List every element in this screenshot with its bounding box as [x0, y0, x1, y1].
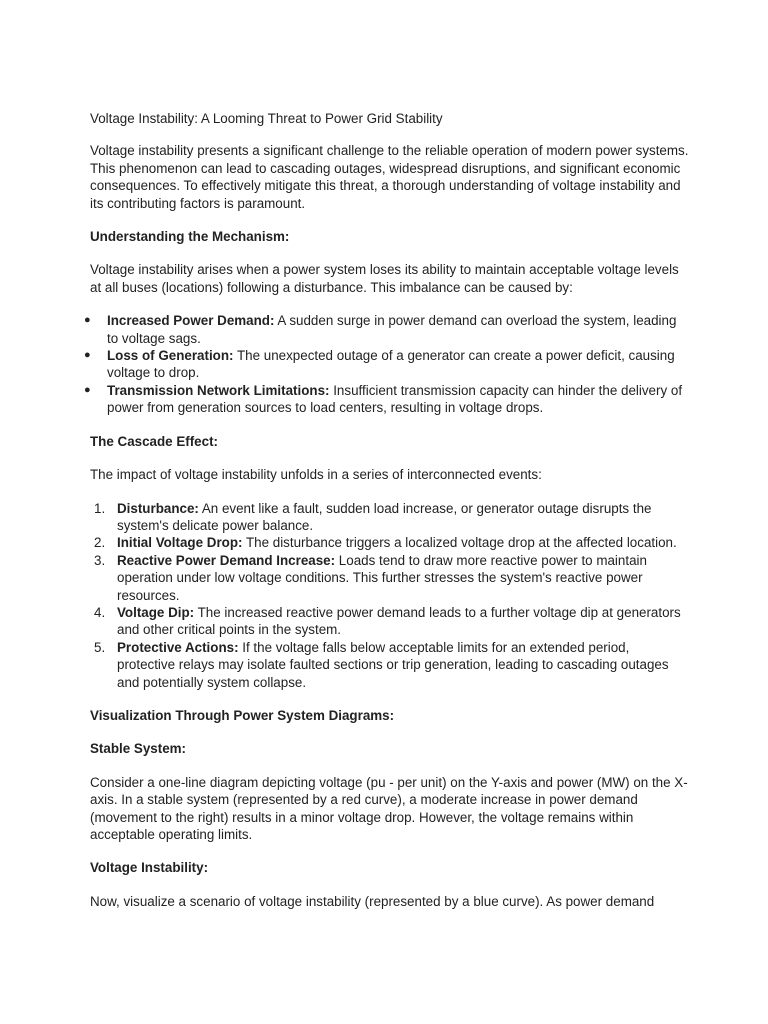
list-item-text: The disturbance triggers a localized voltage drop at the affected location. [242, 535, 677, 551]
section-heading-visualization: Visualization Through Power System Diagrams: [90, 707, 395, 723]
list-item-term: Voltage Dip: [117, 604, 195, 620]
list-item-term: Loss of Generation: [107, 348, 234, 364]
list-item-text: An event like a fault, sudden load increase, or generator outage disrupts the system's delicate power balance. [117, 500, 652, 533]
cascade-paragraph: The impact of voltage instability unfolds in a series of interconnected events: [90, 467, 542, 483]
list-item-number: 1. [94, 500, 106, 516]
list-item [90, 347, 690, 382]
stable-system-paragraph: Consider a one-line diagram depicting voltage (pu - per unit) on the Y-axis and power (MW) on the X-axis. In a stable system (represented by a red curve), a moderate increase in power demand (movement to the right) results in a minor voltage drop. However, the voltage remains within acceptable operating limits. [90, 774, 688, 842]
list-item-text: The increased reactive power demand leads to a further voltage dip at generators and other critical points in the system. [117, 604, 681, 638]
voltage-instability-paragraph: Now, visualize a scenario of voltage instability (represented by a blue curve). As power demand [90, 893, 655, 909]
list-item-term: Disturbance: [117, 500, 199, 516]
list-item-term: Initial Voltage Drop: [117, 535, 243, 551]
list-item [90, 604, 690, 639]
list-item [90, 500, 690, 535]
list-item-number: 2. [94, 535, 106, 551]
list-item-text: The unexpected outage of a generator can create a power deficit, causing voltage to drop. [107, 348, 675, 381]
list-item-text: Insufficient transmission capacity can hinder the delivery of power from generation sources to load centers, resulting in voltage drops. [107, 382, 683, 416]
list-item-term: Reactive Power Demand Increase: [117, 552, 336, 568]
intro-paragraph: Voltage instability presents a significant challenge to the reliable operation of modern power systems. This phenomenon can lead to cascading outages, widespread disruptions, and significant economic consequences. To effectively mitigate this threat, a thorough understanding of voltage instability and its contributing factors is paramount. [90, 143, 689, 211]
list-item [90, 382, 690, 417]
list-item-number: 3. [94, 552, 106, 568]
list-item-text: A sudden surge in power demand can overload the system, leading to voltage sags. [107, 313, 677, 346]
section-heading-voltage-instability: Voltage Instability: [90, 860, 209, 876]
list-item-term: Protective Actions: [117, 639, 239, 655]
document-page [90, 110, 690, 926]
section-heading-mechanism: Understanding the Mechanism: [90, 229, 290, 245]
causes-list [90, 312, 690, 416]
list-item [90, 312, 690, 347]
list-item-text: If the voltage falls below acceptable limits for an extended period, protective relays may isolate faulted sections or trip generation, leading to cascading outages and potentially system collapse. [117, 639, 669, 690]
cascade-steps-list [90, 500, 690, 691]
list-item-number: 4. [94, 604, 106, 620]
mechanism-paragraph: Voltage instability arises when a power system loses its ability to maintain acceptable voltage levels at all buses (locations) following a disturbance. This imbalance can be caused by: [90, 262, 679, 295]
list-item-term: Transmission Network Limitations: [107, 382, 330, 398]
list-item [90, 639, 690, 691]
list-item [90, 534, 690, 551]
list-item-text: Loads tend to draw more reactive power to maintain operation under low voltage conditions. This further stresses the system's reactive power resources. [117, 552, 647, 603]
list-item-term: Increased Power Demand: [107, 313, 275, 329]
section-heading-stable-system: Stable System: [90, 741, 187, 757]
section-heading-cascade: The Cascade Effect: [90, 433, 218, 449]
document-title: Voltage Instability: A Looming Threat to Power Grid Stability [90, 111, 443, 126]
list-item-number: 5. [94, 639, 106, 655]
list-item [90, 552, 690, 604]
